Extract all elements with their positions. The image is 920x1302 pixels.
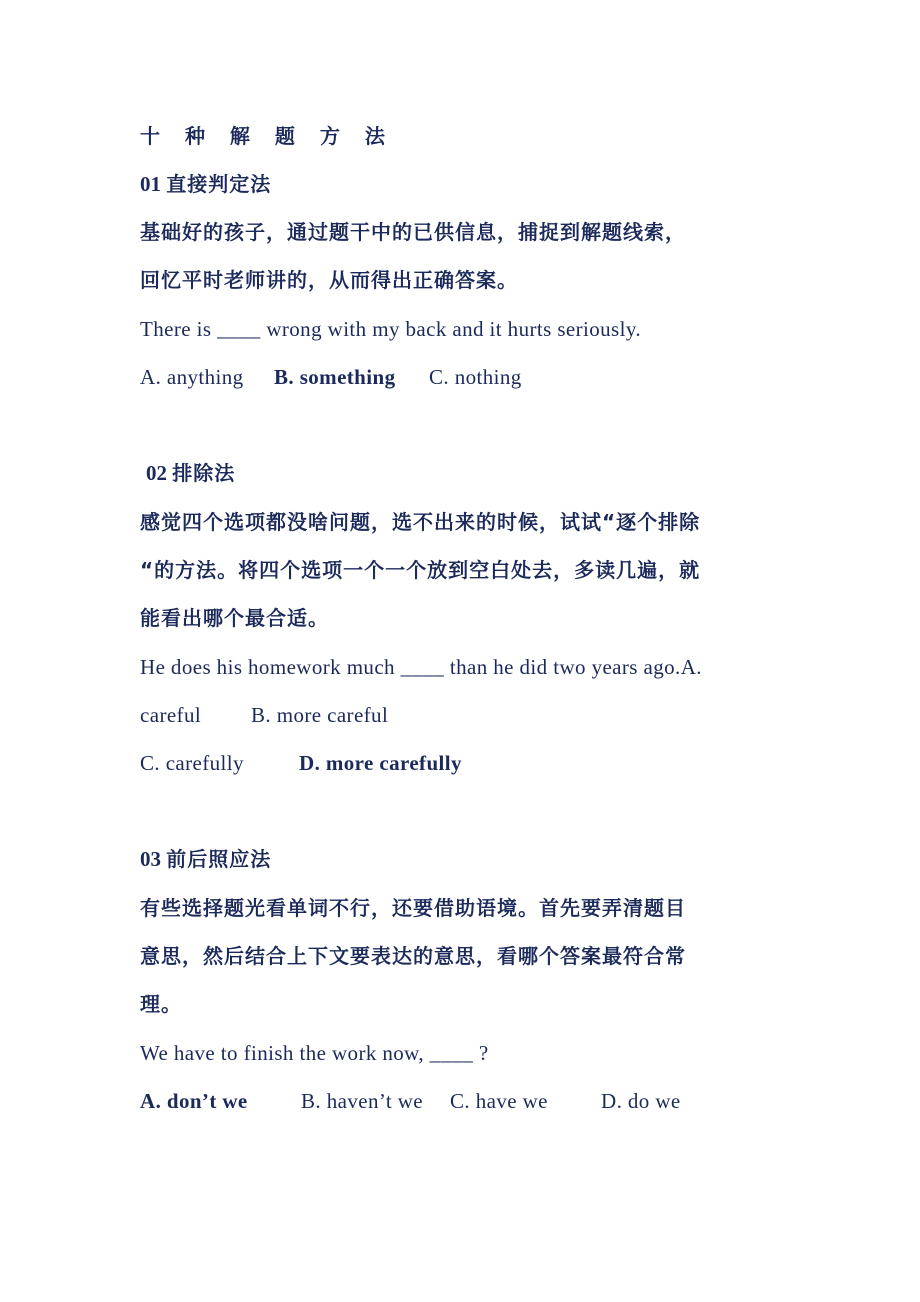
section-heading-02 <box>146 459 235 487</box>
option-c: C. have we <box>450 1089 548 1113</box>
options-line <box>140 701 388 729</box>
section-desc-line: 意思，然后结合上下文要表达的意思，看哪个答案最符合常 <box>140 944 686 968</box>
option-a: A. anything <box>140 365 244 389</box>
option-c: C. carefully <box>140 751 244 775</box>
options-line <box>140 363 522 391</box>
option-d: D. do we <box>601 1089 681 1113</box>
option-a-answer: A. don’t we <box>140 1089 248 1113</box>
section-desc-line: 回忆平时老师讲的，从而得出正确答案。 <box>140 268 518 292</box>
question-text: We have to finish the work now, ____ ? <box>140 1041 489 1065</box>
section-desc-line: 基础好的孩子，通过题干中的已供信息，捕捉到解题线索， <box>140 220 686 244</box>
section-number: 03 <box>140 847 161 871</box>
option-b: B. more careful <box>251 703 389 727</box>
section-desc-line: 理。 <box>140 992 182 1016</box>
section-number: 02 <box>146 461 167 485</box>
options-line <box>140 1087 681 1115</box>
options-line <box>140 749 462 777</box>
section-number: 01 <box>140 172 161 196</box>
section-name: 前后照应法 <box>166 847 272 871</box>
option-d-answer: D. more carefully <box>299 751 462 775</box>
option-a-continued: careful <box>140 703 202 727</box>
option-b: B. haven’t we <box>301 1089 424 1113</box>
question-text: He does his homework much ____ than he did two years ago.A. <box>140 655 702 679</box>
section-desc-line: 有些选择题光看单词不行，还要借助语境。首先要弄清题目 <box>140 896 686 920</box>
section-desc-line: 感觉四个选项都没啥问题，选不出来的时候，试试“逐个排除 <box>140 510 701 534</box>
option-b-answer: B. something <box>274 365 396 389</box>
section-desc-line: 能看出哪个最合适。 <box>140 606 329 630</box>
section-heading-01 <box>140 170 271 198</box>
section-name: 直接判定法 <box>166 172 272 196</box>
section-name: 排除法 <box>172 461 236 485</box>
question-text: There is ____ wrong with my back and it hurts seriously. <box>140 317 642 341</box>
section-heading-03 <box>140 845 271 873</box>
option-c: C. nothing <box>429 365 522 389</box>
page-title: 十 种 解 题 方 法 <box>140 124 394 148</box>
section-desc-line: “的方法。将四个选项一个一个放到空白处去，多读几遍，就 <box>140 558 701 582</box>
